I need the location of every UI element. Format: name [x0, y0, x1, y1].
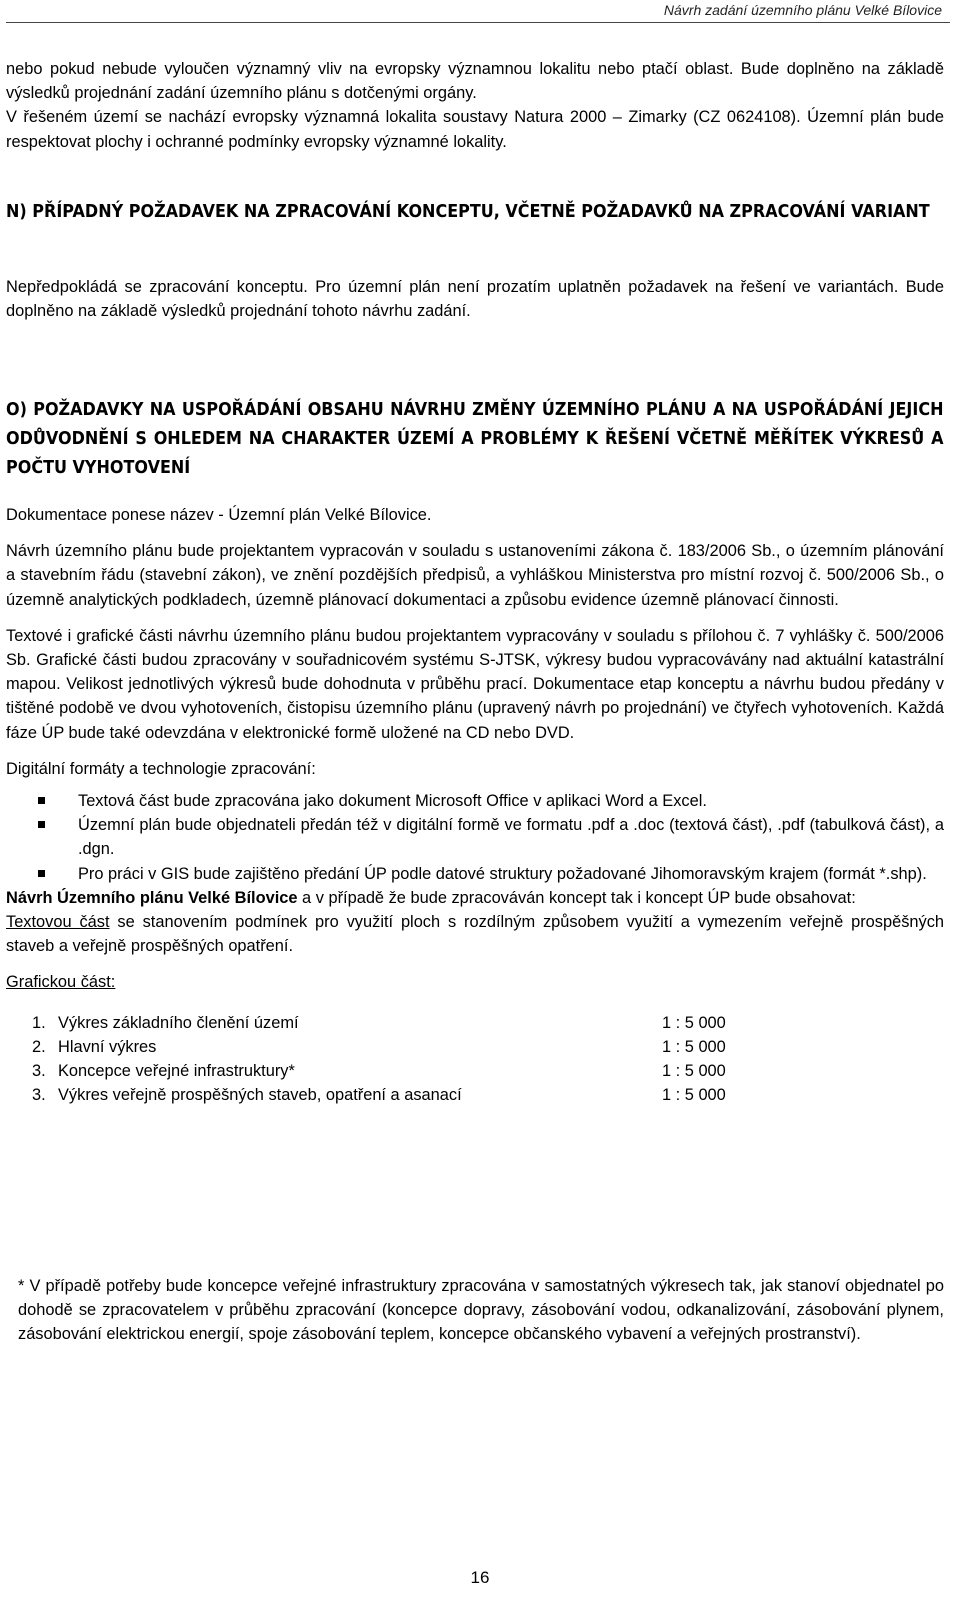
graphic-part-label: Grafickou část: [6, 973, 116, 992]
page-number: 16 [470, 1568, 490, 1587]
plan-name: Návrh Územního plánu Velké Bílovice [6, 888, 298, 907]
text-part-paragraph: Textovou část se stanovením podmínek pro využití ploch s rozdílným způsobem využití a vymezením veřejně prospěšných staveb a veřejně prospěšných opatření. [6, 913, 945, 956]
content-paragraph: Návrh Územního plánu Velké Bílovice a v případě že bude zpracováván koncept tak i koncept ÚP bude obsahovat: [6, 888, 856, 907]
formats-list [6, 789, 944, 886]
list-item: Územní plán bude objednateli předán též v digitální formě ve formatu .pdf a .doc (textová část), .pdf (tabulková část), a .dgn. [6, 813, 944, 861]
document-name-paragraph: Dokumentace ponese název - Územní plán Velké Bílovice. [6, 506, 432, 524]
header-rule [6, 22, 950, 23]
intro-block [6, 57, 944, 154]
section-o-body [6, 503, 944, 1107]
table-row: 3. Koncepce veřejné infrastruktury* 1 : 5 000 [32, 1062, 726, 1081]
drawings-table [6, 1011, 726, 1108]
text-part-label: Textovou část [6, 913, 110, 932]
table-row: 2. Hlavní výkres 1 : 5 000 [32, 1037, 726, 1056]
list-item: Pro práci v GIS bude zajištěno předání ÚP podle datové struktury požadované Jihomoravským krajem (formát *.shp). [6, 862, 944, 886]
running-header: Návrh zadání územního plánu Velké Bílovice [663, 2, 942, 18]
section-o-heading: O) POŽADAVKY NA USPOŘÁDÁNÍ OBSAHU NÁVRHU ZMĚNY ÚZEMNÍHO PLÁNU A NA USPOŘÁDÁNÍ JEJICH ODŮVODNĚNÍ S OHLEDEM NA CHARAKTER ÚZEMÍ A PROBLÉMY K ŘEŠENÍ VČETNĚ MĚŘÍTEK VÝKRESŮ A POČTU VYHOTOVENÍ [6, 400, 944, 478]
table-row: 1. Výkres základního členění území 1 : 5 000 [32, 1013, 726, 1032]
footnote: * V případě potřeby bude koncepce veřejné infrastruktury zpracována v samostatných výkresech tak, jak stanoví objednatel po dohodě se zpracovatelem v průběhu zpracování (koncepce dopravy, zásobování vodou, odkanalizování, zásobování plynem, zásobování elektrickou energií, spoje zásobování teplem, koncepce občanského vybavení a veřejných prostranství). [18, 1277, 944, 1344]
intro-paragraph-1: nebo pokud nebude vyloučen významný vliv na evropsky významnou lokalitu nebo ptačí oblast. Bude doplněno na základě výsledků projednání zadání územního plánu s dotčenými orgány. [6, 60, 944, 103]
formats-intro: Digitální formáty a technologie zpracování: [6, 759, 316, 778]
section-n-text: Nepředpokládá se zpracování konceptu. Pro územní plán není prozatím uplatněn požadavek na řešení ve variantách. Bude doplněno na základě výsledků projednání tohoto návrhu zadání. [6, 278, 944, 321]
intro-paragraph-2: V řešeném území se nachází evropsky významná lokalita soustavy Natura 2000 – Zimarky (CZ 0624108). Územní plán bude respektovat plochy i ochranné podmínky evropsky významné lokality. [6, 108, 944, 151]
list-item: Textová část bude zpracována jako dokument Microsoft Office v aplikaci Word a Excel. [6, 789, 944, 813]
table-row: 3. Výkres veřejně prospěšných staveb, opatření a asanací 1 : 5 000 [32, 1086, 726, 1105]
legal-paragraph: Návrh územního plánu bude projektantem vypracován v souladu s ustanoveními zákona č. 183/2006 Sb., o územním plánování a stavebním řádu (stavební zákon), ve znění pozdějších předpisů, a vyhláškou Ministerstva pro místní rozvoj č. 500/2006 Sb., o územně analytických podkladech, územně plánovací dokumentaci a způsobu evidence územně plánovací činnosti. [6, 542, 944, 609]
section-n-heading: N) PŘÍPADNÝ POŽADAVEK NA ZPRACOVÁNÍ KONCEPTU, VČETNĚ POŽADAVKŮ NA ZPRACOVÁNÍ VARIANT [6, 202, 930, 222]
parts-paragraph: Textové i grafické části návrhu územního plánu budou projektantem vypracovány v souladu s přílohou č. 7 vyhlášky č. 500/2006 Sb. Grafické části budou zpracovány v souřadnicovém systému S-JTSK, výkresy budou vypracovávány nad aktuální katastrální mapou. Velikost jednotlivých výkresů bude dohodnuta v průběhu prací. Dokumentace etap konceptu a návrhu budou předány v tištěné podobě ve dvou vyhotoveních, čistopisu územního plánu (upravený návrh po projednání) ve čtyřech vyhotoveních. Každá fáze ÚP bude také odevzdána v elektronické formě uložené na CD nebo DVD. [6, 626, 944, 742]
